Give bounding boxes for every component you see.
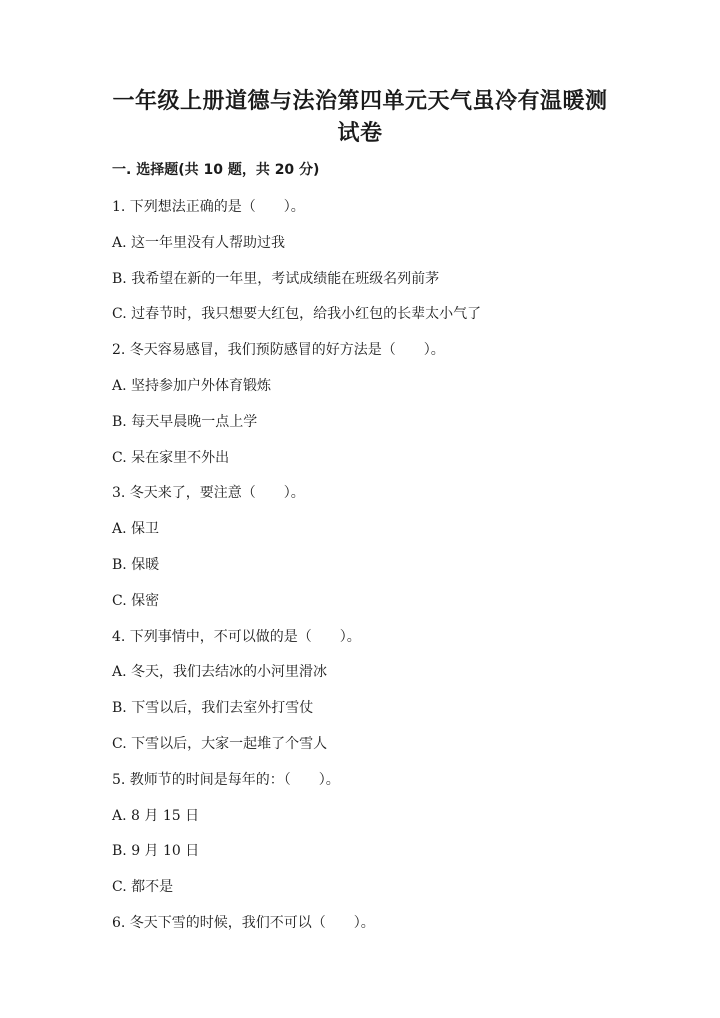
question-3-option-c: C. 保密 [112,592,160,609]
question-1-option-a: A. 这一年里没有人帮助过我 [112,234,286,251]
question-1-stem: 1. 下列想法正确的是（ ）。 [112,199,305,215]
question-5-stem: 5. 教师节的时间是每年的：（ ）。 [112,771,340,788]
question-5-option-c: C. 都不是 [112,879,174,896]
question-2-option-c: C. 呆在家里不外出 [112,449,230,466]
question-1-option-c: C. 过春节时，我只想要大红包，给我小红包的长辈太小气了 [112,306,482,323]
question-5-option-a: A. 8 月 15 日 [112,807,200,824]
question-4-option-b: B. 下雪以后，我们去室外打雪仗 [112,700,314,717]
question-3-stem: 3. 冬天来了，要注意（ ）。 [112,485,305,502]
question-1-option-b: B. 我希望在新的一年里，考试成绩能在班级名列前茅 [112,270,440,287]
section-heading: 一. 选择题(共 10 题，共 20 分) [112,162,320,178]
question-5-option-b: B. 9 月 10 日 [112,843,200,860]
question-6-stem: 6. 冬天下雪的时候，我们不可以（ ）。 [112,914,375,931]
question-2-stem: 2. 冬天容易感冒，我们预防感冒的好方法是（ ）。 [112,342,445,359]
question-2-option-a: A. 坚持参加户外体育锻炼 [112,377,272,394]
question-4-option-c: C. 下雪以后，大家一起堆了个雪人 [112,735,328,752]
title-line-2: 试卷 [337,121,383,146]
title-line-1: 一年级上册道德与法治第四单元天气虽冷有温暖测 [112,89,608,114]
question-3-option-b: B. 保暖 [112,556,160,573]
question-list [112,197,632,949]
question-3-option-a: A. 保卫 [112,521,160,538]
question-2-option-b: B. 每天早晨晚一点上学 [112,413,258,430]
question-4-stem: 4. 下列事情中，不可以做的是（ ）。 [112,628,361,645]
page-title [100,86,620,150]
question-4-option-a: A. 冬天，我们去结冰的小河里滑冰 [112,664,328,681]
